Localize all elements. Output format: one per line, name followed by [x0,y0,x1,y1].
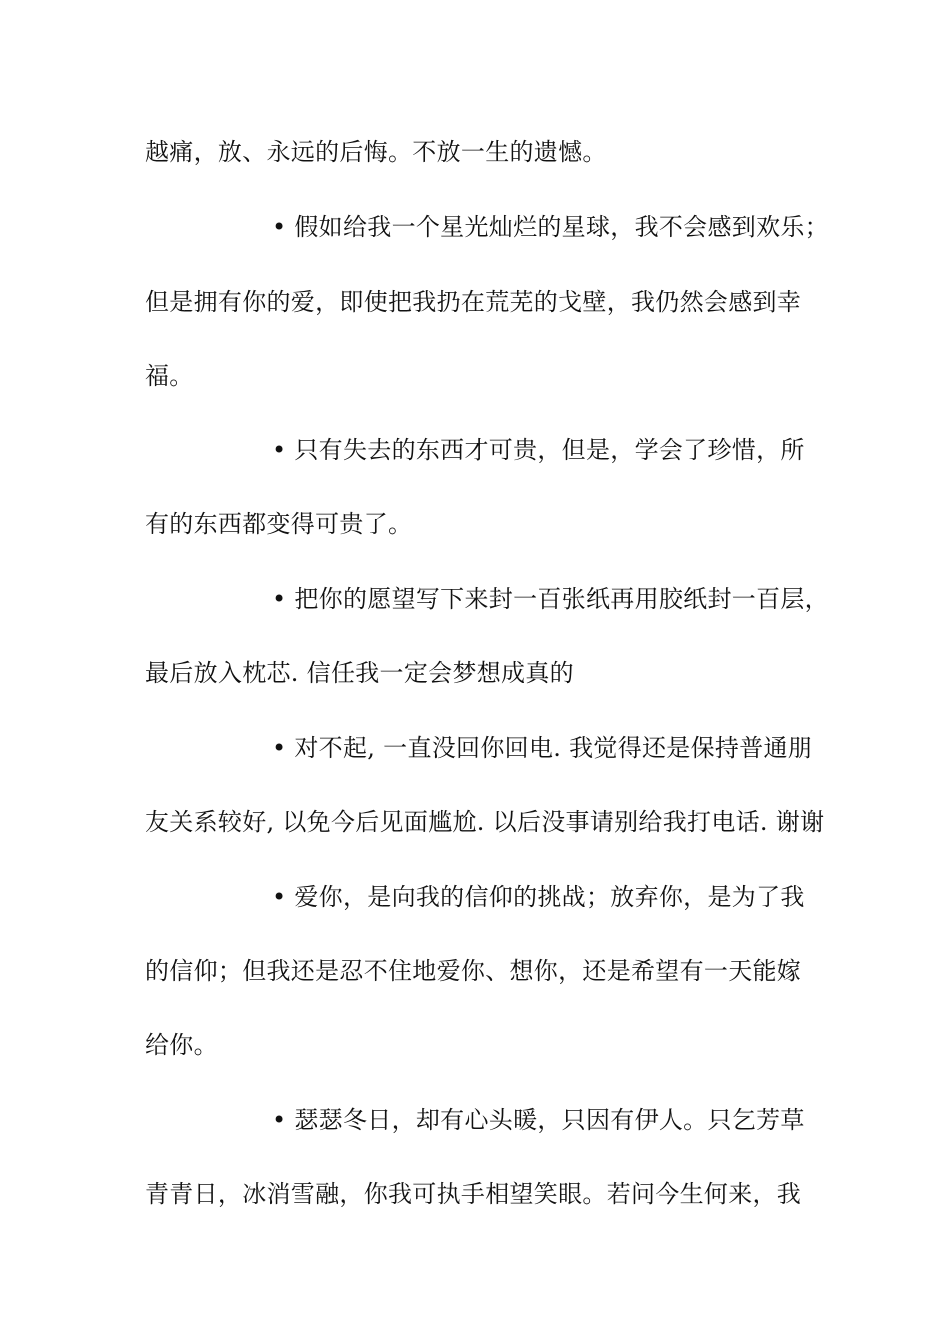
text-line: 的信仰；但我还是忍不住地爱你、想你，还是希望有一天能嫁 [145,957,802,985]
bullet-line: • 假如给我一个星光灿烂的星球，我不会感到欢乐； [272,213,829,241]
text-line: 最后放入枕芯. 信任我一定会梦想成真的 [145,659,574,687]
text-line: 但是拥有你的爱，即使把我扔在荒芜的戈壁，我仍然会感到幸 [145,288,802,316]
text-line: 越痛，放、永远的后悔。不放一生的遗憾。 [145,138,607,166]
text-line: 有的东西都变得可贵了。 [145,510,413,538]
text-line: 福。 [145,362,194,390]
bullet-line: • 对不起, 一直没回你回电. 我觉得还是保持普通朋 [272,734,813,762]
bullet-line: • 把你的愿望写下来封一百张纸再用胶纸封一百层， [272,585,829,613]
bullet-line: • 爱你，是向我的信仰的挑战；放弃你，是为了我 [272,883,805,911]
bullet-line: • 瑟瑟冬日，却有心头暖，只因有伊人。只乞芳草 [272,1106,805,1134]
bullet-line: • 只有失去的东西才可贵，但是，学会了珍惜，所 [272,436,805,464]
text-line: 友关系较好, 以免今后见面尴尬. 以后没事请别给我打电话. 谢谢 [145,808,825,836]
text-line: 给你。 [145,1031,218,1059]
text-line: 青青日，冰消雪融，你我可执手相望笑眼。若问今生何来，我 [145,1180,802,1208]
